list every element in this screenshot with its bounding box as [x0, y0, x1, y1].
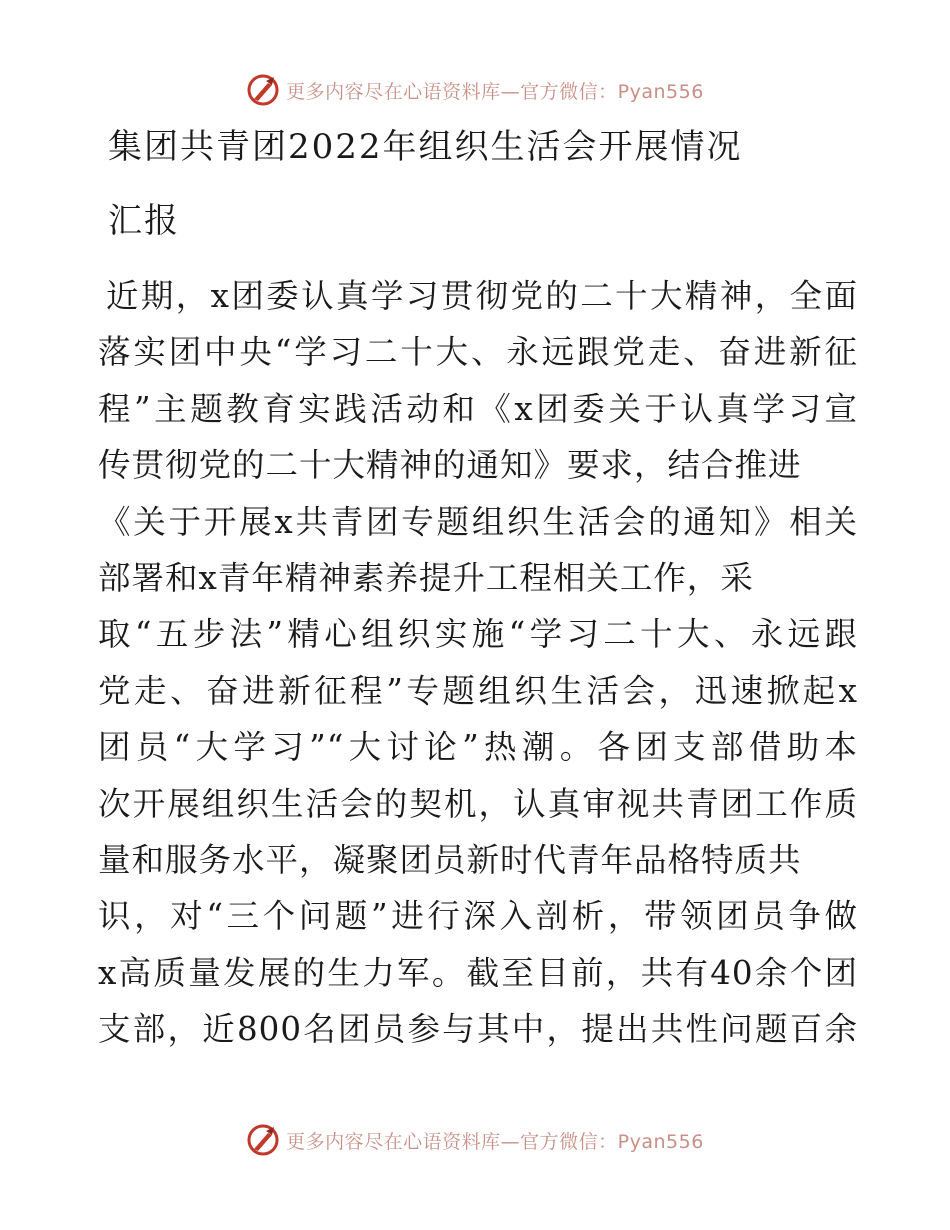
body-line: 取“五步法”精心组织实施“学习二十大、永远跟: [98, 615, 858, 654]
document-title: 集团共青团2022年组织生活会开展情况: [108, 127, 743, 167]
body-line: 团员“大学习”“大讨论”热潮。各团支部借助本: [98, 728, 858, 767]
quill-logo-icon: [246, 73, 280, 107]
body-line: 次开展组织生活会的契机，认真审视共青团工作质: [98, 784, 858, 823]
body-line: 部署和x青年精神素养提升工程相关工作，采: [98, 558, 754, 597]
watermark-text: 更多内容尽在心语资料库—官方微信：Pyan556: [286, 80, 704, 103]
watermark-text: 更多内容尽在心语资料库—官方微信：Pyan556: [286, 1130, 704, 1153]
quill-logo-icon: [246, 1123, 280, 1157]
body-line: 近期，x团委认真学习贯彻党的二十大精神，全面: [106, 277, 858, 315]
body-line: 党走、奋进新征程”专题组织生活会，迅速掀起x: [98, 671, 858, 710]
body-line: x高质量发展的生力军。截至目前，共有40余个团: [98, 953, 858, 992]
body-line: 识，对“三个问题”进行深入剖析，带领团员争做: [98, 897, 858, 936]
body-line: 《关于开展x共青团专题组织生活会的通知》相关: [98, 502, 858, 541]
body-line: 量和服务水平，凝聚团员新时代青年品格特质共: [98, 840, 802, 879]
body-line: 落实团中央“学习二十大、永远跟党走、奋进新征: [98, 333, 858, 372]
header-watermark: [0, 70, 950, 110]
document-subtitle: 汇报: [108, 201, 180, 241]
body-line: 支部，近800名团员参与其中，提出共性问题百余: [98, 1010, 858, 1049]
footer-watermark: [0, 1120, 950, 1160]
body-line: 传贯彻党的二十大精神的通知》要求，结合推进: [98, 446, 802, 485]
body-line: 程”主题教育实践活动和《x团委关于认真学习宣: [98, 389, 858, 428]
document-body: [98, 268, 858, 1057]
